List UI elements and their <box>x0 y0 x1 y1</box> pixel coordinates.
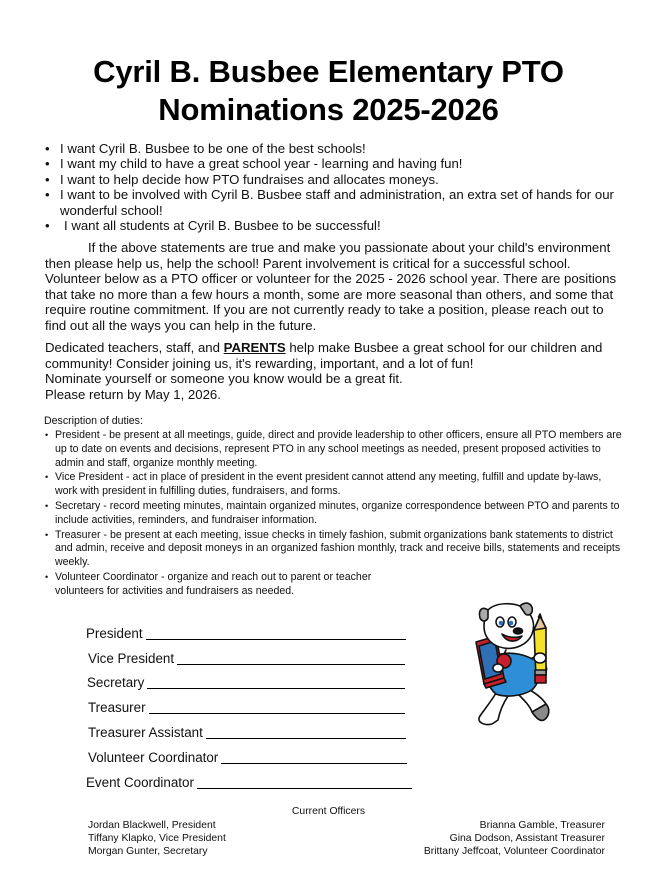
goal-item: • I want to be involved with Cyril B. Busbee staff and administration, an extra set of hands for our wonderful school! <box>42 187 632 218</box>
duty-vice-president: • Vice President - act in place of president in the event president cannot attend any meeting, fulfill and update by-laws, work with president in fulfilling duties, fundraisers, and forms. <box>44 471 624 499</box>
event-coordinator-field[interactable] <box>197 775 412 789</box>
call-to-action-text <box>45 340 625 371</box>
field-label: Event Coordinator <box>86 774 194 790</box>
form-row-treasurer <box>88 691 446 716</box>
form-row-event-coordinator <box>86 766 446 791</box>
officer-entry: Jordan Blackwell, President <box>88 820 216 831</box>
parents-emphasis: PARENTS <box>223 340 286 355</box>
deadline-text: Please return by May 1, 2026. <box>45 386 221 402</box>
officer-entry: Brittany Jeffcoat, Volunteer Coordinator <box>423 846 605 857</box>
nominate-text: Nominate yourself or someone you know would be a great fit. <box>45 371 403 387</box>
bulldog-mascot-icon <box>466 598 566 733</box>
form-row-volunteer-coordinator <box>88 741 446 766</box>
field-label: Volunteer Coordinator <box>88 749 219 765</box>
treasurer-field[interactable] <box>149 700 405 714</box>
page-title <box>0 53 657 129</box>
officer-entry: Tiffany Klapko, Vice President <box>88 833 226 844</box>
vice-president-field[interactable] <box>177 651 405 665</box>
secretary-field[interactable] <box>147 675 405 689</box>
duty-treasurer: • Treasurer - be present at each meeting, issue checks in timely fashion, submit organizations bank statements to district and admin, receive and deposit moneys in an organized fashion monthly, track and receive bills, statements and receipts weekly. <box>44 529 624 570</box>
volunteer-coordinator-field[interactable] <box>221 750 407 764</box>
form-row-vice-president <box>88 642 446 667</box>
form-row-secretary <box>87 667 446 692</box>
intro-text: If the above statements are true and make you passionate about your child's environment then please help us, help the school! Parent involvement is critical for a successful school. Volunteer below as a PTO officer or volunteer for the 2025 - 2026 school year. There are positions that take no more than a few hours a month, some are more seasonal than others, and some that require routine commitment. If you are not currently ready to take a position, please reach out to find out all the ways you can help in the future. <box>45 240 617 333</box>
cta-text-end: help make Busbee a great school for our children and community! Consider joining us, it's rewarding, important, and a lot of fun! <box>45 340 603 371</box>
duties-heading: Description of duties: <box>44 415 143 427</box>
cta-text-start: Dedicated teachers, staff, and <box>45 340 224 355</box>
field-label: Treasurer <box>88 700 146 716</box>
nomination-form <box>86 617 446 791</box>
title-line-2: Nominations 2025-2026 <box>158 92 499 127</box>
field-label: Treasurer Assistant <box>88 724 203 740</box>
title-line-1: Cyril B. Busbee Elementary PTO <box>93 54 564 89</box>
field-label: Vice President <box>88 650 175 666</box>
field-label: Secretary <box>87 675 145 691</box>
goal-item: • I want all students at Cyril B. Busbee to be successful! <box>42 218 632 233</box>
goal-item: • I want Cyril B. Busbee to be one of the best schools! <box>42 141 632 156</box>
goal-item: • I want my child to have a great school year - learning and having fun! <box>42 156 632 171</box>
current-officers-right <box>424 819 605 858</box>
call-to-action <box>45 340 625 402</box>
officer-entry: Brianna Gamble, Treasurer <box>479 820 605 831</box>
officer-entry: Morgan Gunter, Secretary <box>88 846 208 857</box>
goal-item: • I want to help decide how PTO fundraises and allocates moneys. <box>42 172 632 187</box>
duty-secretary: • Secretary - record meeting minutes, maintain organized minutes, organize correspondence between PTO and parents to include activities, reminders, and fundraiser information. <box>44 500 624 528</box>
treasurer-assistant-field[interactable] <box>206 725 406 739</box>
current-officers-heading: Current Officers <box>291 806 366 817</box>
form-row-president <box>86 617 446 642</box>
duty-president: • President - be present at all meetings, guide, direct and provide leadership to other officers, ensure all PTO members are up to date on events and decisions, represent PTO in any school meetings as needed, present proposed activities to admin and staff, organize monthly meeting. <box>44 429 624 470</box>
duty-volunteer-coordinator: • Volunteer Coordinator - organize and reach out to parent or teacher volunteers for activities and fundraisers as needed. <box>44 571 395 599</box>
form-row-treasurer-assistant <box>88 716 446 741</box>
goals-list <box>42 141 632 233</box>
officer-entry: Gina Dodson, Assistant Treasurer <box>449 833 605 844</box>
president-field[interactable] <box>146 626 406 640</box>
intro-paragraph <box>45 240 625 334</box>
duties-list <box>44 429 624 600</box>
current-officers-left <box>88 819 226 858</box>
field-label: President <box>86 625 143 641</box>
